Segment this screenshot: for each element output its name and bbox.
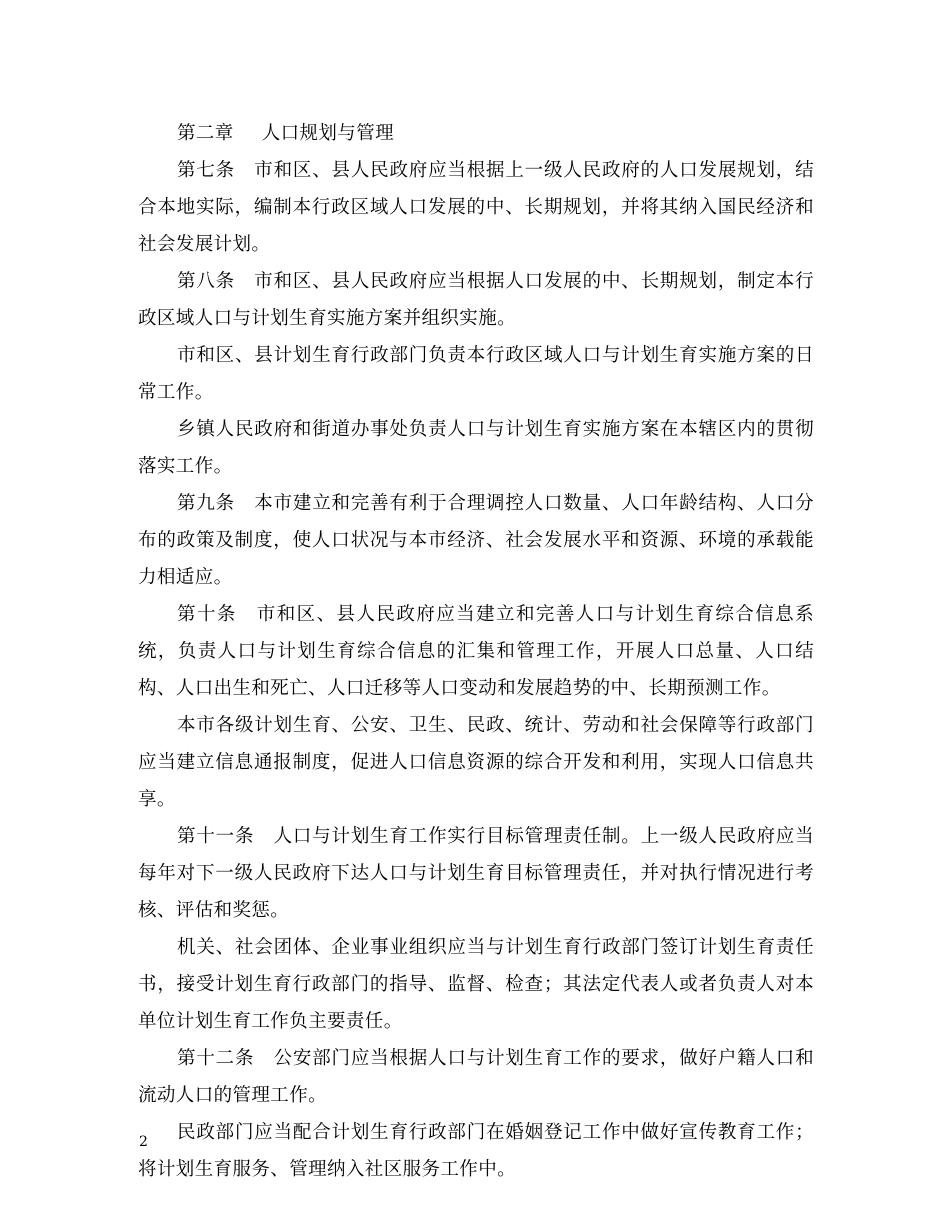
chapter-heading xyxy=(138,115,814,152)
paragraph-article-11-clause-2: 机关、社会团体、企业事业组织应当与计划生育行政部门签订计划生育责任书，接受计划生育行政部门的指导、监督、检查；其法定代表人或者负责人对本单位计划生育工作负主要责任。 xyxy=(138,937,814,1032)
paragraph-article-11: 第十一条 人口与计划生育工作实行目标管理责任制。上一级人民政府应当每年对下一级人民政府下达人口与计划生育目标管理责任，并对执行情况进行考核、评估和奖惩。 xyxy=(138,826,814,921)
paragraph-article-12-clause-2: 民政部门应当配合计划生育行政部门在婚姻登记工作中做好宣传教育工作；将计划生育服务、管理纳入社区服务工作中。 xyxy=(138,1122,814,1180)
paragraph-article-8-clause-2: 市和区、县计划生育行政部门负责本行政区域人口与计划生育实施方案的日常工作。 xyxy=(138,345,814,403)
chapter-title: 人口规划与管理 xyxy=(261,123,395,144)
paragraph-article-10-clause-2: 本市各级计划生育、公安、卫生、民政、统计、劳动和社会保障等行政部门应当建立信息通报制度，促进人口信息资源的综合开发和利用，实现人口信息共享。 xyxy=(138,715,814,810)
paragraph-article-7: 第七条 市和区、县人民政府应当根据上一级人民政府的人口发展规划，结合本地实际，编制本行政区域人口发展的中、长期规划，并将其纳入国民经济和社会发展计划。 xyxy=(138,160,814,255)
page-number: 2 xyxy=(139,1134,148,1150)
paragraph-article-8: 第八条 市和区、县人民政府应当根据人口发展的中、长期规划，制定本行政区域人口与计划生育实施方案并组织实施。 xyxy=(138,271,814,329)
paragraph-article-8-clause-3: 乡镇人民政府和街道办事处负责人口与计划生育实施方案在本辖区内的贯彻落实工作。 xyxy=(138,419,814,477)
paragraph-article-12: 第十二条 公安部门应当根据人口与计划生育工作的要求，做好户籍人口和流动人口的管理工作。 xyxy=(138,1048,814,1106)
paragraph-article-10: 第十条 市和区、县人民政府应当建立和完善人口与计划生育综合信息系统，负责人口与计划生育综合信息的汇集和管理工作，开展人口总量、人口结构、人口出生和死亡、人口迁移等人口变动和发展趋势的中、长期预测工作。 xyxy=(138,604,814,699)
paragraph-article-9: 第九条 本市建立和完善有利于合理调控人口数量、人口年龄结构、人口分布的政策及制度，使人口状况与本市经济、社会发展水平和资源、环境的承载能力相适应。 xyxy=(138,493,814,588)
document-body xyxy=(138,115,814,1188)
chapter-label: 第二章 xyxy=(177,123,234,144)
